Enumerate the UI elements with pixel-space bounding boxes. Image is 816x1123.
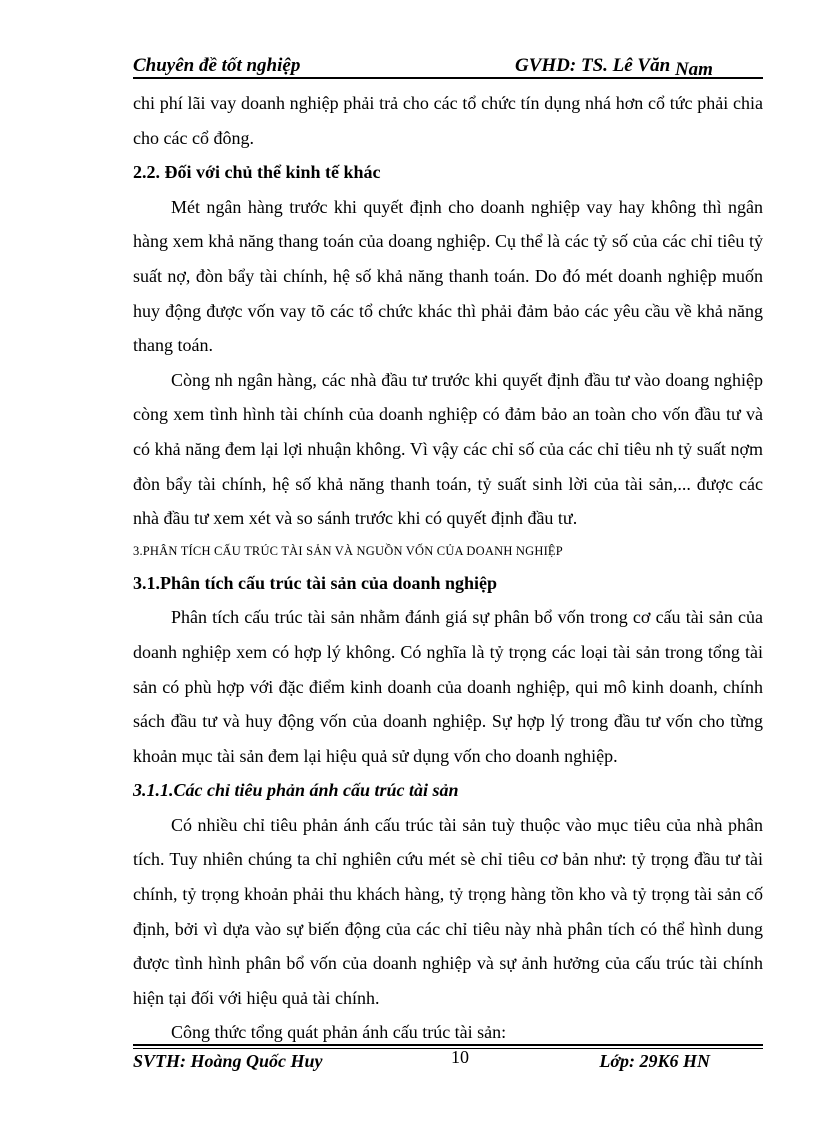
paragraph-continued: chi phí lãi vay doanh nghiệp phải trả cho các tổ chức tín dụng nhá hơn cổ tức phải chia cho các cổ đông. (133, 93, 763, 148)
header-title: Chuyên đề tốt nghiệp (133, 55, 301, 76)
paragraph-formula-intro: Công thức tổng quát phản ánh cấu trúc tài sản: (171, 1022, 507, 1043)
footer-rule (133, 1044, 763, 1046)
page-header (133, 52, 763, 78)
header-supervisor-main: GVHD: TS. Lê Văn (515, 55, 671, 76)
header-supervisor-surname: Nam (674, 59, 713, 80)
heading-3: 3.PHÂN TÍCH CẤU TRÚC TÀI SẢN VÀ NGUỒN VỐN CỦA DOANH NGHIỆP (133, 543, 563, 558)
page-footer (133, 1049, 763, 1079)
page-number: 10 (451, 1047, 469, 1067)
header-supervisor (515, 55, 713, 80)
footer-student: SVTH: Hoàng Quốc Huy (133, 1051, 323, 1071)
heading-3-1-1: 3.1.1.Các chỉ tiêu phản ánh cấu trúc tài sản (133, 780, 459, 801)
footer-class: Lớp: 29K6 HN (599, 1051, 710, 1071)
header-rule (133, 77, 763, 79)
page-body (133, 86, 763, 1050)
paragraph-asset-structure: Phân tích cấu trúc tài sản nhằm đánh giá sự phân bổ vốn trong cơ cấu tài sản của doanh nghiệp xem có hợp lý không. Có nghĩa là tỷ trọng các loại tài sản trong tổng tài sản có phù hợp với đặc điểm kinh doanh của doanh nghiệp, qui mô kinh doanh, chính sách đầu tư và huy động vốn của doanh nghiệp. Sự hợp lý trong đầu tư vốn cho từng khoản mục tài sản đem lại hiệu quả sử dụng vốn cho doanh nghiệp. (133, 607, 763, 766)
paragraph-indicators: Có nhiều chỉ tiêu phản ánh cấu trúc tài sản tuỳ thuộc vào mục tiêu của nhà phân tích. Tuy nhiên chúng ta chỉ nghiên cứu mét sè chỉ tiêu cơ bản như: tỷ trọng đầu tư tài chính, tỷ trọng khoản phải thu khách hàng, tỷ trọng hàng tồn kho và tỷ trọng tài sản cố định, bởi vì dựa vào sự biến động của các chỉ tiêu này nhà phân tích có thể hình dung được tình hình phân bổ vốn của doanh nghiệp và sự ảnh hưởng của cấu trúc tài chính hiện tại đối với hiệu quả tài chính. (133, 814, 763, 1008)
heading-3-1: 3.1.Phân tích cấu trúc tài sản của doanh nghiệp (133, 572, 498, 593)
heading-2-2: 2.2. Đối với chủ thể kinh tế khác (133, 162, 381, 183)
paragraph-bank: Mét ngân hàng trước khi quyết định cho doanh nghiệp vay hay không thì ngân hàng xem khả năng thang toán của doang nghiệp. Cụ thể là các tỷ số của các chỉ tiêu tỷ suất nợ, đòn bẩy tài chính, hệ số khả năng thanh toán. Do đó mét doanh nghiệp muốn huy động được vốn vay tõ các tổ chức khác thì phải đảm bảo các yêu cầu về khả năng thang toán. (133, 196, 763, 356)
paragraph-investors: Còng nh ngân hàng, các nhà đầu tư trước khi quyết định đầu tư vào doang nghiệp còng xem tình hình tài chính của doanh nghiệp có đảm bảo an toàn cho vốn đầu tư và có khả năng đem lại lợi nhuận không. Vì vậy các chỉ số của các chỉ tiêu nh tỷ suất nợm đòn bẩy tài chính, hệ số khả năng thanh toán, tỷ suất sinh lời của tài sản,... được các nhà đầu tư xem xét và so sánh trước khi có quyết định đầu tư. (133, 369, 763, 529)
